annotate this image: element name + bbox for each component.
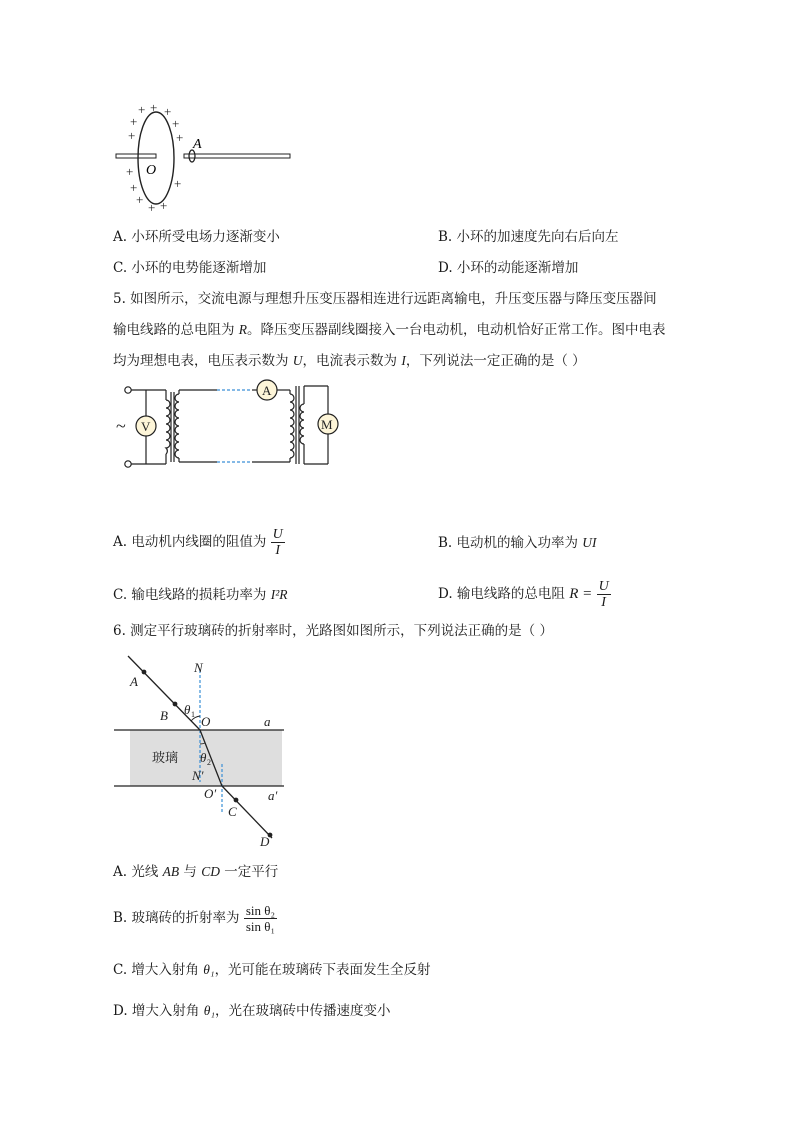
label-b-point: B (160, 708, 168, 723)
label-theta2-sub: 2 (207, 758, 211, 767)
q6-option-d-text-b: ，光在玻璃砖中传播速度变小 (215, 1003, 391, 1019)
q6-option-a-text-c: 一定平行 (219, 864, 279, 880)
point-b (173, 702, 178, 707)
step-down-secondary-coil (300, 404, 304, 444)
point-c (234, 798, 239, 803)
ring-figure (110, 100, 300, 218)
q5-option-a[interactable] (113, 522, 285, 562)
q5-line3-text-b: ，电流表示数为 (302, 353, 402, 369)
q5-option-a-den: I (275, 542, 281, 558)
rod-right (184, 154, 290, 158)
glass-refraction-figure (112, 652, 292, 850)
svg-text:+: + (130, 114, 138, 129)
label-surface-a-prime: a′ (268, 788, 278, 803)
q4-option-d[interactable]: D. 小环的动能逐渐增加 (438, 260, 579, 276)
q6-option-c-text-b: ，光可能在玻璃砖下表面发生全反射 (214, 962, 431, 978)
svg-text:+: + (176, 130, 184, 145)
point-a (142, 670, 147, 675)
q5-option-d-num: U (598, 578, 609, 594)
q5-line3-text-a: 均为理想电表，电压表示数为 (113, 353, 293, 369)
q6-option-d-text-a: D. 增大入射角 (113, 1003, 204, 1019)
q5-option-b-math: UI (582, 535, 597, 550)
ammeter-label: A (262, 383, 272, 398)
q5-option-d-den: I (601, 594, 606, 610)
step-up-primary-coil (166, 400, 170, 454)
q6-stem: 6. 测定平行玻璃砖的折射率时，光路图如图所示，下列说法正确的是（ ） (113, 623, 553, 639)
label-glass: 玻璃 (152, 750, 179, 765)
terminal-bottom (125, 461, 131, 467)
label-theta1-sub: 1 (191, 710, 195, 719)
q5-option-d-lhs: R = (569, 586, 593, 602)
step-up-secondary-coil (175, 394, 179, 458)
label-o: O (146, 163, 157, 178)
label-n: N (194, 660, 203, 675)
q5-option-a-fraction (271, 527, 285, 559)
svg-text:+: + (172, 116, 180, 131)
svg-text:+: + (174, 176, 182, 191)
q4-option-a[interactable]: A. 小环所受电场力逐渐变小 (113, 229, 280, 245)
q6-option-c-theta: θ₁ (203, 962, 215, 977)
q5-line2-text-a: 输电线路的总电阻为 (113, 322, 239, 338)
q5-option-b-text: B. 电动机的输入功率为 (438, 535, 583, 551)
voltmeter-label: V (141, 419, 151, 434)
q5-line2-r: R (238, 322, 248, 337)
q6-option-c-text-a: C. 增大入射角 (113, 962, 204, 978)
label-o-prime: O′ (204, 786, 217, 801)
q5-option-d-text: D. 输电线路的总电阻 (438, 586, 565, 602)
svg-text:+: + (136, 192, 144, 207)
motor-label: M (321, 417, 333, 432)
q5-stem-line1: 5. 如图所示，交流电源与理想升压变压器相连进行远距离输电，升压变压器与降压变压器间 (113, 291, 657, 307)
label-a-point: A (130, 674, 138, 689)
q5-option-c-text: C. 输电线路的损耗功率为 (113, 587, 271, 603)
q6-option-a-ab: AB (162, 864, 180, 879)
q5-option-a-text: A. 电动机内线圈的阻值为 (113, 534, 267, 550)
q6-option-a-text-a: A. 光线 (113, 864, 163, 880)
q4-option-b[interactable]: B. 小环的加速度先向右后向左 (438, 229, 619, 245)
q5-line3-i: I (401, 353, 406, 368)
label-theta1: θ (184, 702, 191, 717)
q5-option-c[interactable] (113, 585, 288, 605)
label-theta2: θ (200, 750, 207, 765)
q6-option-a-text-b: 与 (179, 864, 202, 880)
q5-option-c-math: I²R (270, 587, 288, 602)
q5-line3-text-c: ，下列说法一定正确的是（ ） (405, 353, 586, 369)
svg-text:+: + (160, 198, 168, 213)
label-a: A (193, 137, 202, 152)
q5-line2-text-b: 。降压变压器副线圈接入一台电动机，电动机恰好正常工作。图中电表 (247, 322, 666, 338)
svg-text:+: + (128, 128, 136, 143)
q5-stem-line3 (113, 351, 586, 371)
label-surface-a: a (264, 714, 271, 729)
q5-option-d[interactable] (438, 574, 611, 614)
step-down-primary-coil (290, 394, 294, 458)
ac-source-symbol: ~ (116, 416, 126, 436)
q6-option-d-theta: θ₁ (203, 1003, 216, 1018)
svg-text:+: + (138, 102, 146, 117)
q6-option-b-num: sin θ₂ (245, 902, 275, 918)
q5-line3-u: U (292, 353, 303, 368)
q6-option-c[interactable] (113, 960, 431, 980)
q5-option-b[interactable] (438, 533, 597, 553)
q4-option-c[interactable]: C. 小环的电势能逐渐增加 (113, 260, 267, 276)
svg-text:+: + (164, 104, 172, 119)
terminal-top (125, 387, 131, 393)
q6-option-b-den: sin θ₁ (245, 918, 275, 934)
q6-option-a-cd: CD (201, 864, 220, 879)
label-c-point: C (228, 804, 237, 819)
q6-option-d[interactable] (113, 1001, 391, 1021)
svg-text:+: + (150, 100, 158, 115)
svg-text:+: + (126, 164, 134, 179)
rod-left (116, 154, 156, 158)
svg-text:+: + (148, 200, 156, 215)
label-d-point: D (260, 834, 270, 849)
svg-text:+: + (130, 180, 138, 195)
q5-stem-line2 (113, 320, 666, 340)
q6-option-b-text: B. 玻璃砖的折射率为 (113, 910, 240, 926)
q6-option-b-fraction (244, 903, 277, 935)
q5-option-d-fraction (597, 579, 611, 611)
q5-option-a-num: U (272, 526, 283, 542)
transformer-circuit-figure (112, 378, 342, 474)
q6-option-a[interactable] (113, 862, 278, 882)
label-o-point: O (201, 714, 211, 729)
label-n-prime: N′ (192, 768, 204, 783)
q6-option-b[interactable] (113, 898, 277, 938)
